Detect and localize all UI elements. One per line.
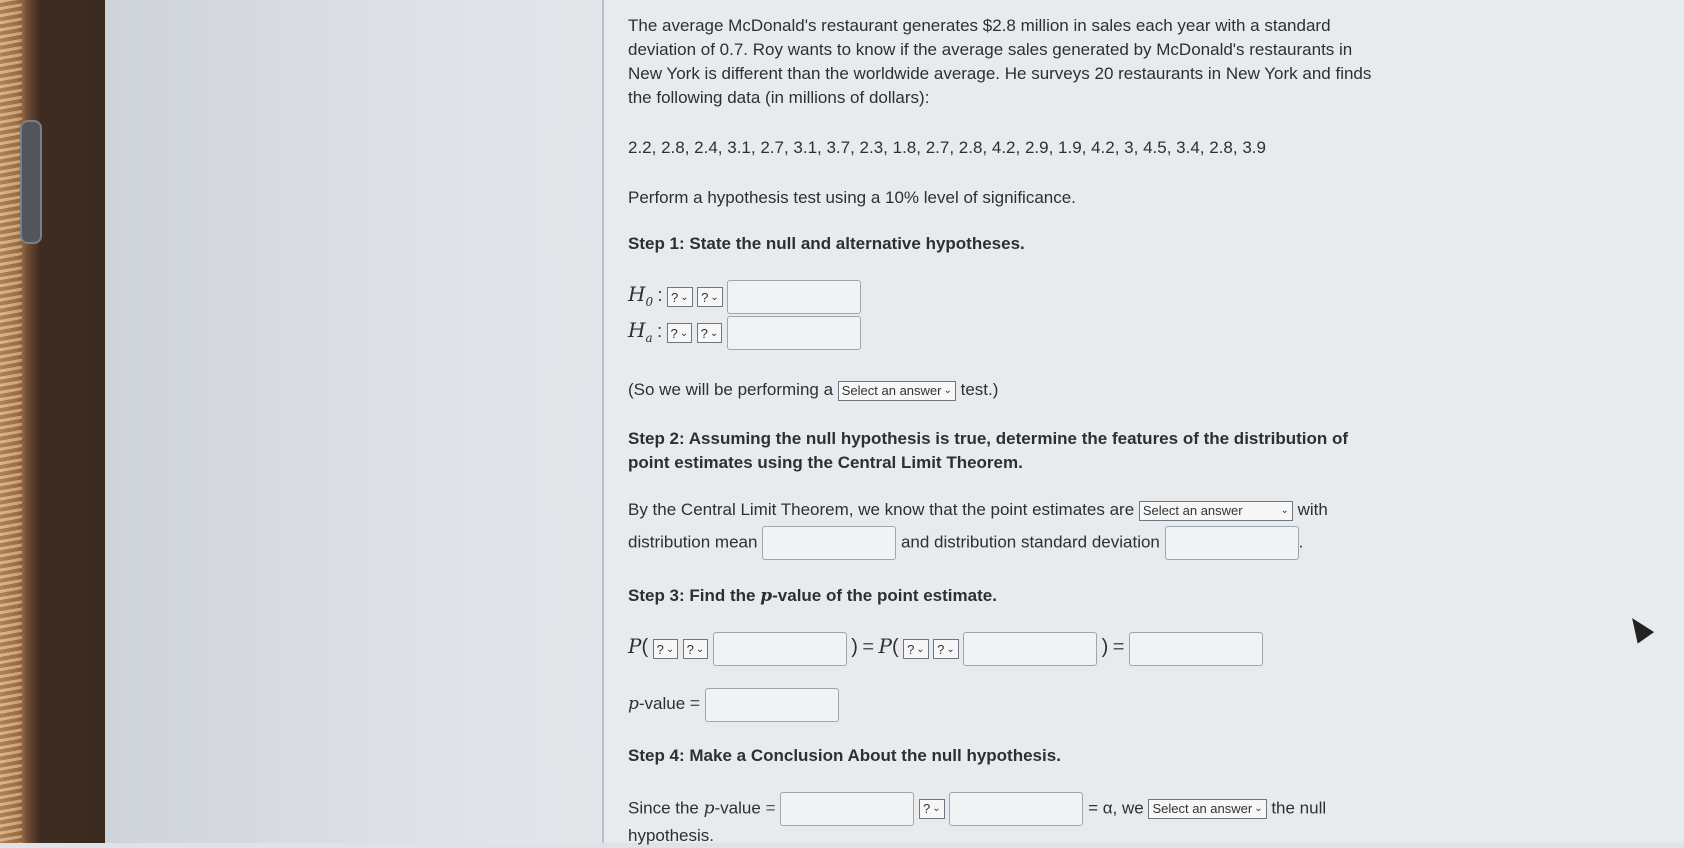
h0-parameter-select[interactable]: ? ⌄ <box>667 287 693 307</box>
chevron-down-icon: ⌄ <box>1254 803 1263 814</box>
step2-heading: Step 2: Assuming the null hypothesis is true, determine the features of the distribution of point estimates using the Central Limit Theorem. <box>628 429 1349 472</box>
chevron-down-icon: ⌄ <box>695 643 705 655</box>
problem-line-4: the following data (in millions of dollars): <box>628 88 930 107</box>
clt-row-1: By the Central Limit Theorem, we know that the point estimates are Select an answer ⌄ with <box>628 498 1328 522</box>
chevron-down-icon: ⌄ <box>943 384 952 396</box>
relation-select-2[interactable]: ? ⌄ <box>933 639 959 659</box>
ha-parameter-select[interactable]: ? ⌄ <box>667 323 693 343</box>
h0-row: $H_0$ : ? ⌄ ? ⌄ <box>628 280 861 314</box>
background-texture <box>0 0 22 843</box>
chevron-down-icon: ⌄ <box>665 643 675 655</box>
chevron-down-icon: ⌄ <box>946 643 955 655</box>
conclusion-line-2: hypothesis. <box>628 826 714 845</box>
h0-label: $H_0$ <box>628 282 654 310</box>
ha-relation-select[interactable]: ? ⌄ <box>697 323 723 343</box>
clt-row-2: distribution mean and distribution standard deviation . <box>628 526 1303 560</box>
alpha-input[interactable] <box>949 792 1083 826</box>
pvalue-equation-row: P( ? ⌄ ? ⌄ ) = P( ? ⌄ ? ⌄ ) = <box>628 632 1263 666</box>
statistic-select-1[interactable]: ? ⌄ <box>653 639 679 659</box>
problem-line-2: deviation of 0.7. Roy wants to know if the average sales generated by McDonald's restaurants in <box>628 40 1353 59</box>
instruction: Perform a hypothesis test using a 10% level of significance. <box>628 188 1076 207</box>
screen <box>105 0 1684 843</box>
decision-select[interactable]: Select an answer ⌄ <box>1148 799 1266 819</box>
pvalue-row: p-value = <box>628 688 839 722</box>
chevron-down-icon: ⌄ <box>709 327 719 339</box>
chevron-down-icon: ⌄ <box>916 643 925 655</box>
h0-relation-select[interactable]: ? ⌄ <box>697 287 723 307</box>
probability-input[interactable] <box>1129 632 1263 666</box>
distribution-shape-select[interactable]: Select an answer ⌄ <box>1139 501 1293 521</box>
chevron-down-icon: ⌄ <box>679 327 689 339</box>
data-values: 2.2, 2.8, 2.4, 3.1, 2.7, 3.1, 3.7, 2.3, 1.8, 2.7, 2.8, 4.2, 2.9, 1.9, 4.2, 3, 4.5, 3.4, 2.8, 3.9 <box>628 138 1266 157</box>
p-value-input[interactable] <box>705 688 839 722</box>
relation-select-1[interactable]: ? ⌄ <box>683 639 709 659</box>
conclusion-row: Since the p-value = ? ⌄ = α, we Select an answer ⌄ the null <box>628 792 1326 826</box>
test-statistic-input[interactable] <box>963 632 1097 666</box>
comparison-select[interactable]: ? ⌄ <box>919 799 945 819</box>
step3-heading: Step 3: Find the p-value of the point estimate. <box>628 586 997 606</box>
ha-row: $H_a$ : ? ⌄ ? ⌄ <box>628 316 861 350</box>
distribution-mean-input[interactable] <box>762 526 896 560</box>
question-panel <box>602 0 1684 843</box>
conclusion-pvalue-input[interactable] <box>780 792 914 826</box>
point-estimate-input[interactable] <box>713 632 847 666</box>
problem-line-3: New York is different than the worldwide average. He surveys 20 restaurants in New York and finds <box>628 64 1372 83</box>
distribution-sd-input[interactable] <box>1165 526 1299 560</box>
chevron-down-icon: ⌄ <box>710 291 719 303</box>
problem-line-1: The average McDonald's restaurant generates $2.8 million in sales each year with a standard <box>628 16 1331 35</box>
ha-value-input[interactable] <box>727 316 861 350</box>
device-side-button <box>20 120 42 244</box>
chevron-down-icon: ⌄ <box>932 803 941 814</box>
step4-heading: Step 4: Make a Conclusion About the null hypothesis. <box>628 746 1061 765</box>
test-type-row: (So we will be performing a Select an answer ⌄ test.) <box>628 378 998 402</box>
test-type-select[interactable]: Select an answer ⌄ <box>838 381 956 401</box>
chevron-down-icon: ⌄ <box>1280 504 1289 516</box>
ha-label: $H_a$ <box>628 318 653 346</box>
chevron-down-icon: ⌄ <box>680 291 689 303</box>
statistic-select-2[interactable]: ? ⌄ <box>903 639 929 659</box>
h0-value-input[interactable] <box>727 280 861 314</box>
step1-heading: Step 1: State the null and alternative hypotheses. <box>628 234 1025 253</box>
